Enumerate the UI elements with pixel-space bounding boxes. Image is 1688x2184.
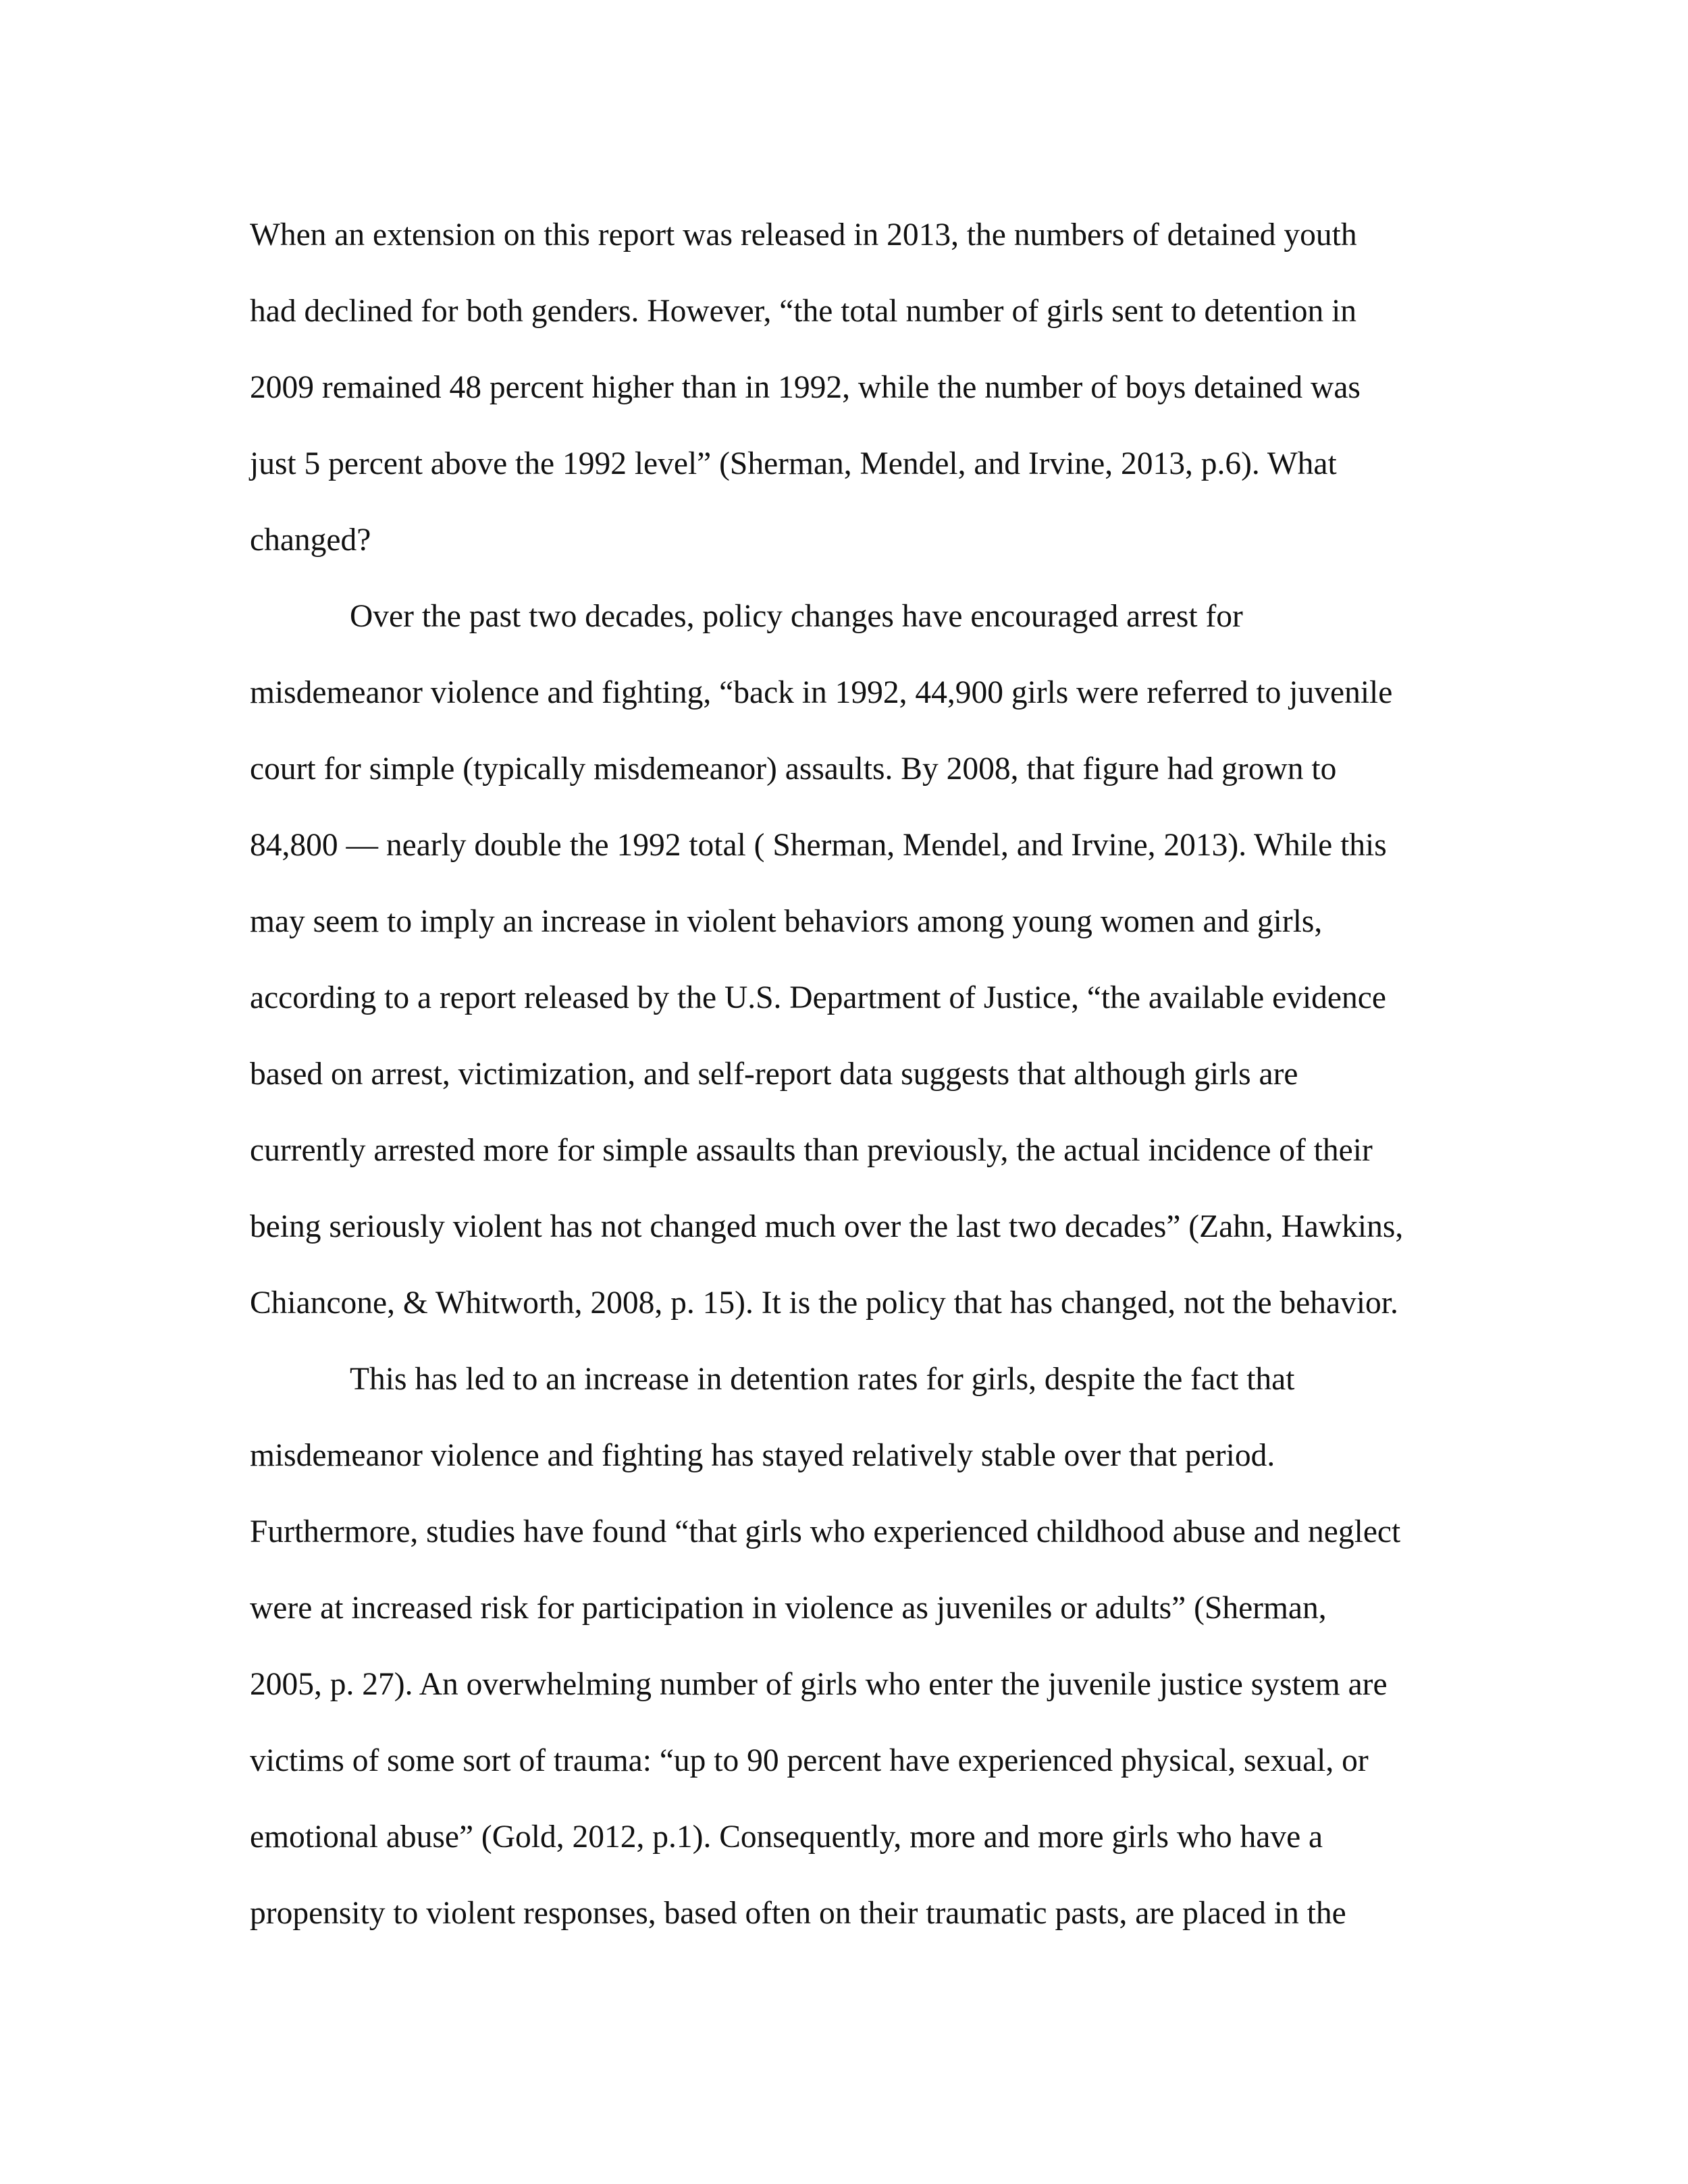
text-line: being seriously violent has not changed much over the last two decades” (Zahn, Hawkins, bbox=[250, 1209, 1404, 1244]
text-line: When an extension on this report was released in 2013, the numbers of detained youth bbox=[250, 217, 1357, 252]
body-text bbox=[250, 197, 1458, 1952]
text-line: court for simple (typically misdemeanor) assaults. By 2008, that figure had grown to bbox=[250, 751, 1337, 787]
paragraph-first-line: Over the past two decades, policy changes have encouraged arrest for bbox=[350, 599, 1243, 634]
text-line: propensity to violent responses, based often on their traumatic pasts, are placed in the bbox=[250, 1896, 1346, 1931]
text-line: Furthermore, studies have found “that girls who experienced childhood abuse and neglect bbox=[250, 1514, 1401, 1549]
text-line: currently arrested more for simple assaults than previously, the actual incidence of their bbox=[250, 1133, 1373, 1168]
text-line: victims of some sort of trauma: “up to 90 percent have experienced physical, sexual, or bbox=[250, 1743, 1369, 1778]
text-line: 2009 remained 48 percent higher than in 1992, while the number of boys detained was bbox=[250, 370, 1361, 405]
text-line: Chiancone, & Whitworth, 2008, p. 15). It is the policy that has changed, not the behavior. bbox=[250, 1285, 1398, 1321]
text-line: misdemeanor violence and fighting, “back in 1992, 44,900 girls were referred to juvenile bbox=[250, 675, 1393, 710]
text-line: according to a report released by the U.S. Department of Justice, “the available evidence bbox=[250, 980, 1386, 1015]
text-line: based on arrest, victimization, and self-report data suggests that although girls are bbox=[250, 1057, 1298, 1092]
text-line: just 5 percent above the 1992 level” (Sherman, Mendel, and Irvine, 2013, p.6). What bbox=[250, 446, 1337, 481]
text-line: were at increased risk for participation in violence as juveniles or adults” (Sherman, bbox=[250, 1591, 1327, 1626]
text-line: 2005, p. 27). An overwhelming number of girls who enter the juvenile justice system are bbox=[250, 1667, 1388, 1702]
text-line: misdemeanor violence and fighting has stayed relatively stable over that period. bbox=[250, 1438, 1275, 1473]
text-line: emotional abuse” (Gold, 2012, p.1). Consequently, more and more girls who have a bbox=[250, 1819, 1323, 1855]
text-line: 84,800 — nearly double the 1992 total ( Sherman, Mendel, and Irvine, 2013). While this bbox=[250, 828, 1387, 863]
text-line: changed? bbox=[250, 523, 371, 558]
paragraph-first-line: This has led to an increase in detention rates for girls, despite the fact that bbox=[350, 1362, 1295, 1397]
text-line: may seem to imply an increase in violent behaviors among young women and girls, bbox=[250, 904, 1323, 939]
text-line: had declined for both genders. However, “the total number of girls sent to detention in bbox=[250, 294, 1357, 329]
